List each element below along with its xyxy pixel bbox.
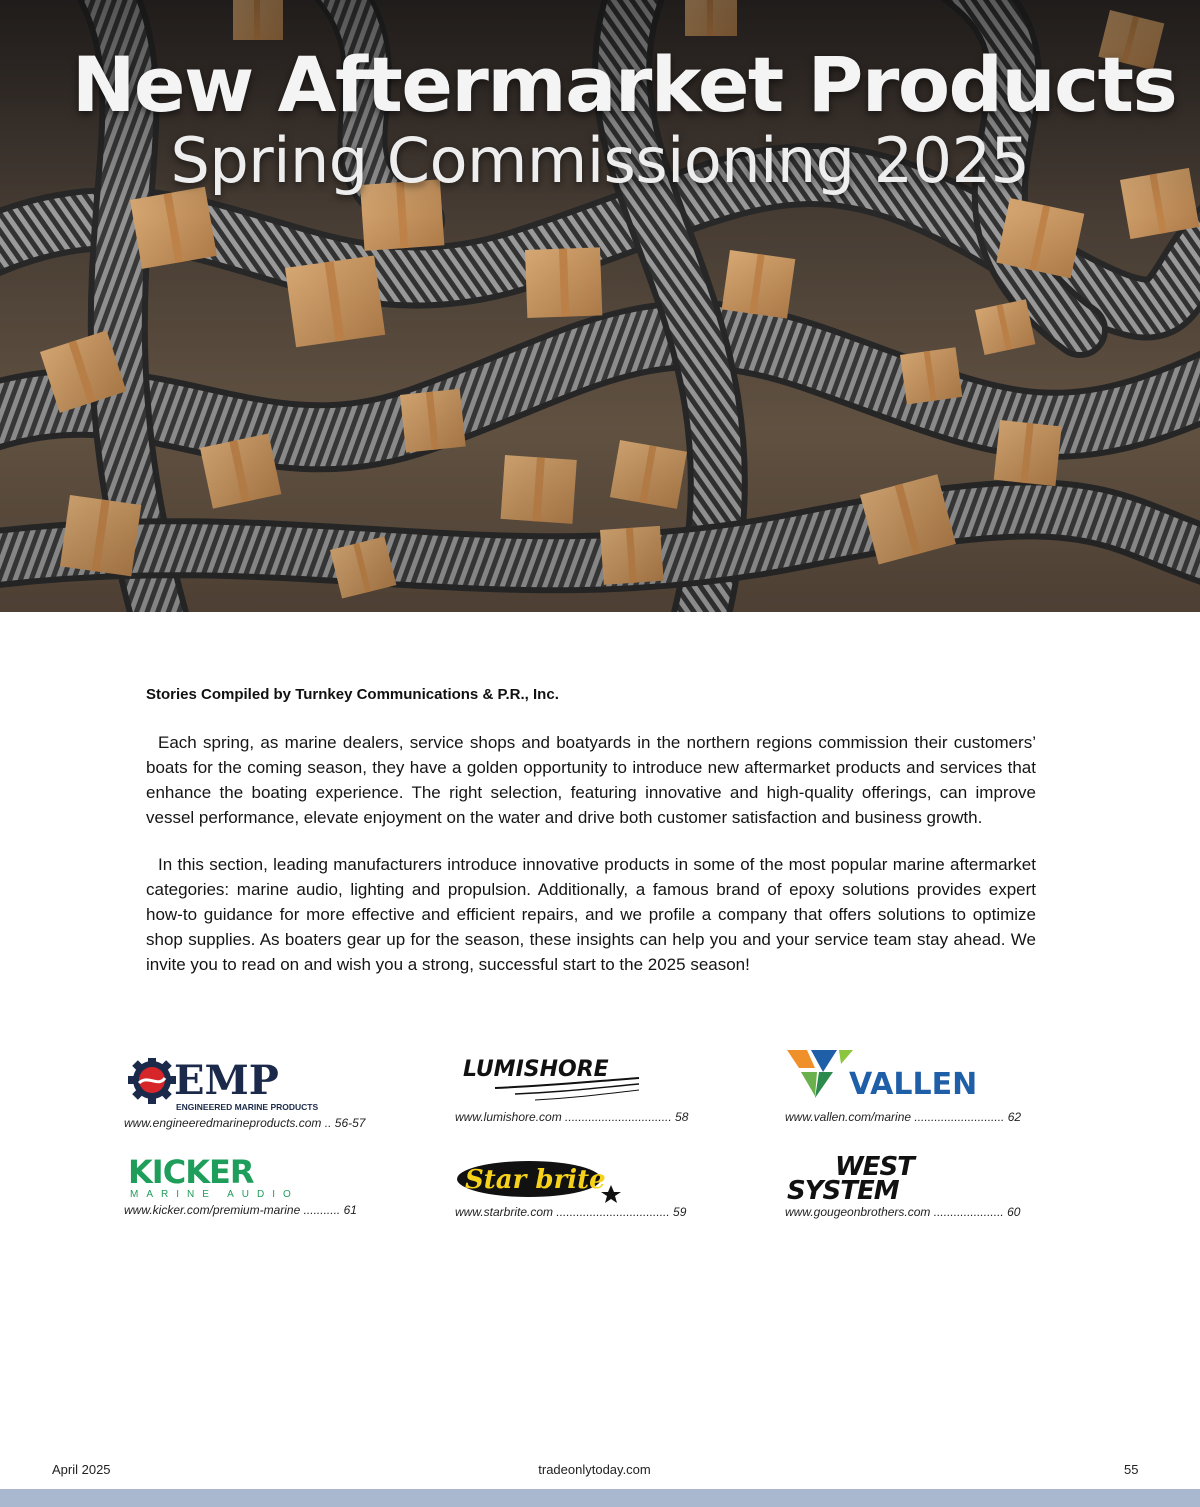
svg-text:EMP: EMP [174,1058,279,1104]
brand-west-system[interactable] [785,1153,1045,1219]
emp-url[interactable]: www.engineeredmarineproducts.com .. 56-57 [124,1116,366,1130]
footer-site: tradeonlytoday.com [538,1462,651,1477]
svg-text:VALLEN: VALLEN [849,1067,978,1102]
brand-starbrite[interactable] [455,1155,715,1219]
kicker-url[interactable]: www.kicker.com/premium-marine ........... 61 [124,1203,357,1217]
kicker-k-logo [124,1155,384,1203]
lumishore-url[interactable]: www.lumishore.com ................................ 58 [455,1110,689,1124]
emp-gear-logo [124,1058,384,1116]
page-title: New Aftermarket Products [71,40,1177,129]
svg-text:KICKER: KICKER [128,1155,254,1191]
footer-bar [0,1489,1200,1507]
lumishore-wave-logo [455,1052,715,1110]
svg-text:ENGINEERED MARINE PRODUCTS: ENGINEERED MARINE PRODUCTS [176,1102,319,1112]
page-number: 55 [1124,1462,1139,1477]
brand-emp[interactable] [124,1058,384,1130]
brand-vallen[interactable] [785,1048,1045,1124]
svg-text:Star brite: Star brite [465,1165,606,1195]
intro-paragraph-1: Each spring, as marine dealers, service shops and boatyards in the northern regions commission their customers’ boats for the coming season, they have a golden opportunity to introduce new aftermarket products and services that enhance the boating experience. The right selection, featuring innovative and high-quality offerings, can improve vessel performance, elevate enjoyment on the water and drive both customer satisfaction and business growth. [146,733,1036,827]
svg-text:MARINE AUDIO: MARINE AUDIO [130,1189,299,1200]
vallen-v-logo [785,1048,1045,1110]
page-subtitle: Spring Commissioning 2025 [170,124,1030,197]
hero-banner [0,0,1200,612]
west-system-url[interactable]: www.gougeonbrothers.com ..................... 60 [785,1205,1021,1219]
footer-date: April 2025 [52,1462,111,1477]
west-system-logo [785,1153,1045,1205]
starbrite-url[interactable]: www.starbrite.com .................................. 59 [455,1205,687,1219]
brand-kicker[interactable] [124,1155,384,1217]
svg-text:WEST: WEST [835,1153,914,1182]
starbrite-star-logo [455,1155,715,1205]
byline: Stories Compiled by Turnkey Communications & P.R., Inc. [146,686,559,703]
brand-lumishore[interactable] [455,1052,715,1124]
intro-paragraph-2: In this section, leading manufacturers introduce innovative products in some of the most popular marine aftermarket categories: marine audio, lighting and propulsion. Additionally, a famous brand of epoxy solutions provides expert how-to guidance for more effective and efficient repairs, and we profile a company that offers solutions to optimize shop supplies. As boaters gear up for the season, these insights can help you and your service team stay ahead. We invite you to read on and wish you a strong, successful start to the 2025 season! [146,855,1036,974]
svg-text:LUMISHORE: LUMISHORE [463,1057,609,1082]
vallen-url[interactable]: www.vallen.com/marine ........................... 62 [785,1110,1022,1124]
svg-text:SYSTEM: SYSTEM [787,1176,899,1205]
